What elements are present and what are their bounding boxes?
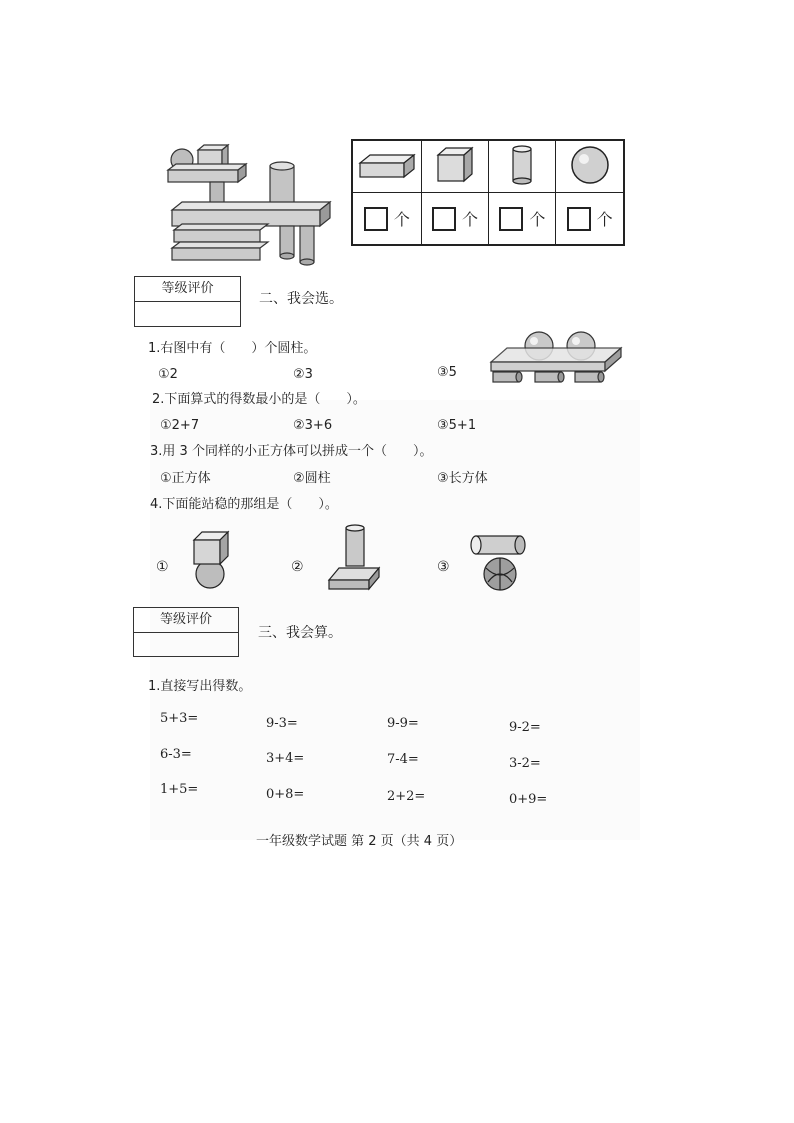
unit-label: 个 <box>529 210 546 229</box>
arithmetic-item[interactable]: 5+3= <box>160 711 199 726</box>
count-cell-cylinder[interactable] <box>489 193 556 246</box>
arithmetic-item[interactable]: 3+4= <box>266 751 305 766</box>
sphere-icon <box>568 143 612 187</box>
section-title: 三、我会算。 <box>258 625 342 641</box>
arithmetic-item[interactable]: 1+5= <box>160 782 199 797</box>
option-1[interactable]: ①2+7 <box>160 418 200 433</box>
plank-balls-figure <box>487 328 629 390</box>
arithmetic-item[interactable]: 2+2= <box>387 789 426 804</box>
cylinder-icon <box>507 144 537 186</box>
option-3[interactable]: ③ <box>437 559 450 575</box>
arithmetic-item[interactable]: 9-9= <box>387 716 419 731</box>
unit-label: 个 <box>596 210 613 229</box>
arithmetic-item[interactable]: 0+8= <box>266 787 305 802</box>
option-2[interactable]: ②圆柱 <box>293 471 331 486</box>
arithmetic-item[interactable]: 9-2= <box>509 720 541 735</box>
arithmetic-item[interactable]: 7-4= <box>387 752 419 767</box>
arithmetic-item[interactable]: 9-3= <box>266 716 298 731</box>
grade-evaluation-label: 等级评价 <box>135 277 240 302</box>
unit-label: 个 <box>462 210 479 229</box>
option-3[interactable]: ③长方体 <box>437 471 488 486</box>
cube-cell <box>421 140 489 193</box>
cylinder-cell <box>489 140 556 193</box>
shape-count-table <box>351 139 625 246</box>
grade-evaluation-box <box>133 607 239 657</box>
question-4: 4.下面能站稳的那组是（ ）。 <box>150 497 338 512</box>
option-2[interactable]: ② <box>291 559 304 575</box>
cube-on-ball-figure <box>188 528 240 590</box>
option-2[interactable]: ②3 <box>293 367 313 382</box>
count-cell-sphere[interactable] <box>556 193 624 246</box>
option-1[interactable]: ① <box>156 559 169 575</box>
option-3[interactable]: ③5 <box>437 365 457 380</box>
unit-label: 个 <box>393 210 410 229</box>
option-1[interactable]: ①2 <box>158 367 178 382</box>
grade-evaluation-box <box>134 276 241 327</box>
answer-box[interactable] <box>364 207 388 231</box>
answer-box[interactable] <box>567 207 591 231</box>
option-1[interactable]: ①正方体 <box>160 471 211 486</box>
option-3[interactable]: ③5+1 <box>437 418 477 433</box>
prism-cell <box>352 140 421 193</box>
question-1: 1.右图中有（ ）个圆柱。 <box>148 341 317 356</box>
count-cell-prism[interactable] <box>352 193 421 246</box>
grade-evaluation-label: 等级评价 <box>134 608 238 633</box>
question-2: 2.下面算式的得数最小的是（ ）。 <box>152 392 366 407</box>
question-3: 3.用 3 个同样的小正方体可以拼成一个（ ）。 <box>150 444 433 459</box>
option-2[interactable]: ②3+6 <box>293 418 333 433</box>
arithmetic-item[interactable]: 3-2= <box>509 756 541 771</box>
block-tower-figure <box>160 140 340 270</box>
subquestion-title: 1.直接写出得数。 <box>148 679 252 694</box>
section-title: 二、我会选。 <box>259 291 343 307</box>
rectangular-prism-icon <box>356 147 418 183</box>
cylinder-on-ball-figure <box>466 532 526 594</box>
count-cell-cube[interactable] <box>421 193 489 246</box>
sphere-cell <box>556 140 624 193</box>
page-footer: 一年级数学试题 第 2 页（共 4 页） <box>256 834 463 849</box>
answer-box[interactable] <box>432 207 456 231</box>
answer-box[interactable] <box>499 207 523 231</box>
arithmetic-item[interactable]: 0+9= <box>509 792 548 807</box>
cylinder-on-block-figure <box>325 522 383 592</box>
cube-icon <box>432 145 478 185</box>
arithmetic-item[interactable]: 6-3= <box>160 747 192 762</box>
